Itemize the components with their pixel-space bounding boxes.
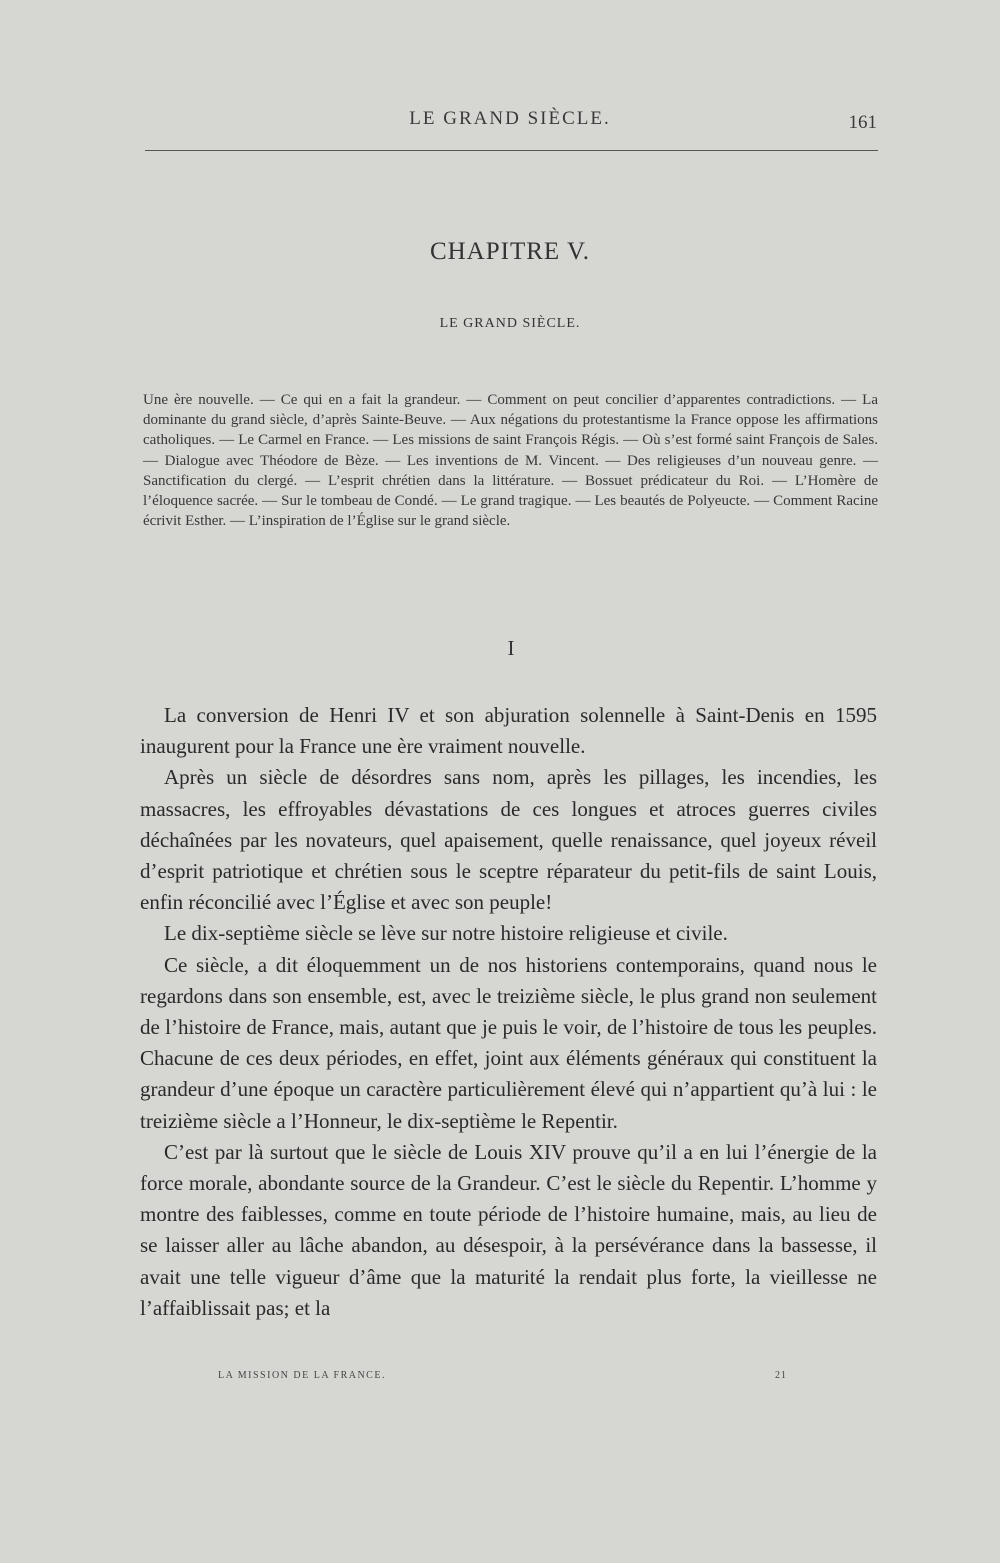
paragraph: Ce siècle, a dit éloquemment un de nos historiens contemporains, quand nous le regardons dans son ensemble, est, avec le treizième siècle, le plus grand non seulement de l’histoire de France, mais, autant que je puis le voir, de l’histoire de tous les peuples. Chacune de ces deux périodes, en effet, joint aux éléments généraux qui constituent la grandeur d’une époque un caractère particulièrement élevé qui n’appartient qu’à lui : le treizième siècle a l’Honneur, le dix-septième le Repentir.: [140, 952, 877, 1133]
body-text: [140, 700, 877, 1324]
section-number: I: [507, 636, 515, 660]
page-footer: [0, 1370, 1000, 1390]
paragraph: Le dix-septième siècle se lève sur notre histoire religieuse et civile.: [164, 921, 728, 946]
page-number: 161: [848, 112, 877, 133]
paragraph: Après un siècle de désordres sans nom, après les pillages, les incendies, les massacres, les effroyables dévastations de ces longues et atroces guerres civiles déchaînées par les novateurs, quel apaisement, quelle renaissance, quel joyeux réveil d’esprit patriotique et chrétien sous le sceptre réparateur du petit-fils de saint Louis, enfin réconcilié avec l’Église et avec son peuple!: [140, 765, 877, 915]
chapter-title: CHAPITRE V.: [429, 238, 591, 265]
chapter-summary: Une ère nouvelle. — Ce qui en a fait la grandeur. — Comment on peut concilier d’apparentes contradictions. — La dominante du grand siècle, d’après Sainte-Beuve. — Aux négations du protestantisme la France oppose les affirmations catholiques. — Le Carmel en France. — Les missions de saint François Régis. — Où s’est formé saint François de Sales. — Dialogue avec Théodore de Bèze. — Les inventions de M. Vincent. — Des religieuses d’un nouveau genre. — Sanctification du clergé. — L’esprit chrétien dans la littérature. — Bossuet prédicateur du Roi. — L’Homère de l’éloquence sacrée. — Sur le tombeau de Condé. — Le grand tragique. — Les beautés de Polyeucte. — Comment Racine écrivit Esther. — L’inspiration de l’Église sur le grand siècle.: [143, 392, 878, 530]
footer-signature-number: 21: [775, 1370, 787, 1381]
chapter-subtitle: LE GRAND SIÈCLE.: [439, 316, 581, 331]
paragraph: C’est par là surtout que le siècle de Louis XIV prouve qu’il a en lui l’énergie de la force morale, abondante source de la Grandeur. C’est le siècle du Repentir. L’homme y montre des faiblesses, comme en toute période de l’histoire humaine, mais, au lieu de se laisser aller au lâche abandon, au désespoir, à la persévérance dans la bassesse, il avait une telle vigueur d’âme que la maturité la rendait plus forte, la vieillesse ne l’affaiblissait pas; et la: [140, 1139, 877, 1320]
footer-signature-title: LA MISSION DE LA FRANCE.: [218, 1370, 386, 1381]
running-head-title: LE GRAND SIÈCLE.: [409, 108, 611, 129]
paragraph: La conversion de Henri IV et son abjuration solennelle à Saint-Denis en 1595 inaugurent pour la France une ère vraiment nouvelle.: [140, 703, 877, 759]
header-rule: [145, 150, 878, 151]
running-head: [0, 108, 1000, 138]
